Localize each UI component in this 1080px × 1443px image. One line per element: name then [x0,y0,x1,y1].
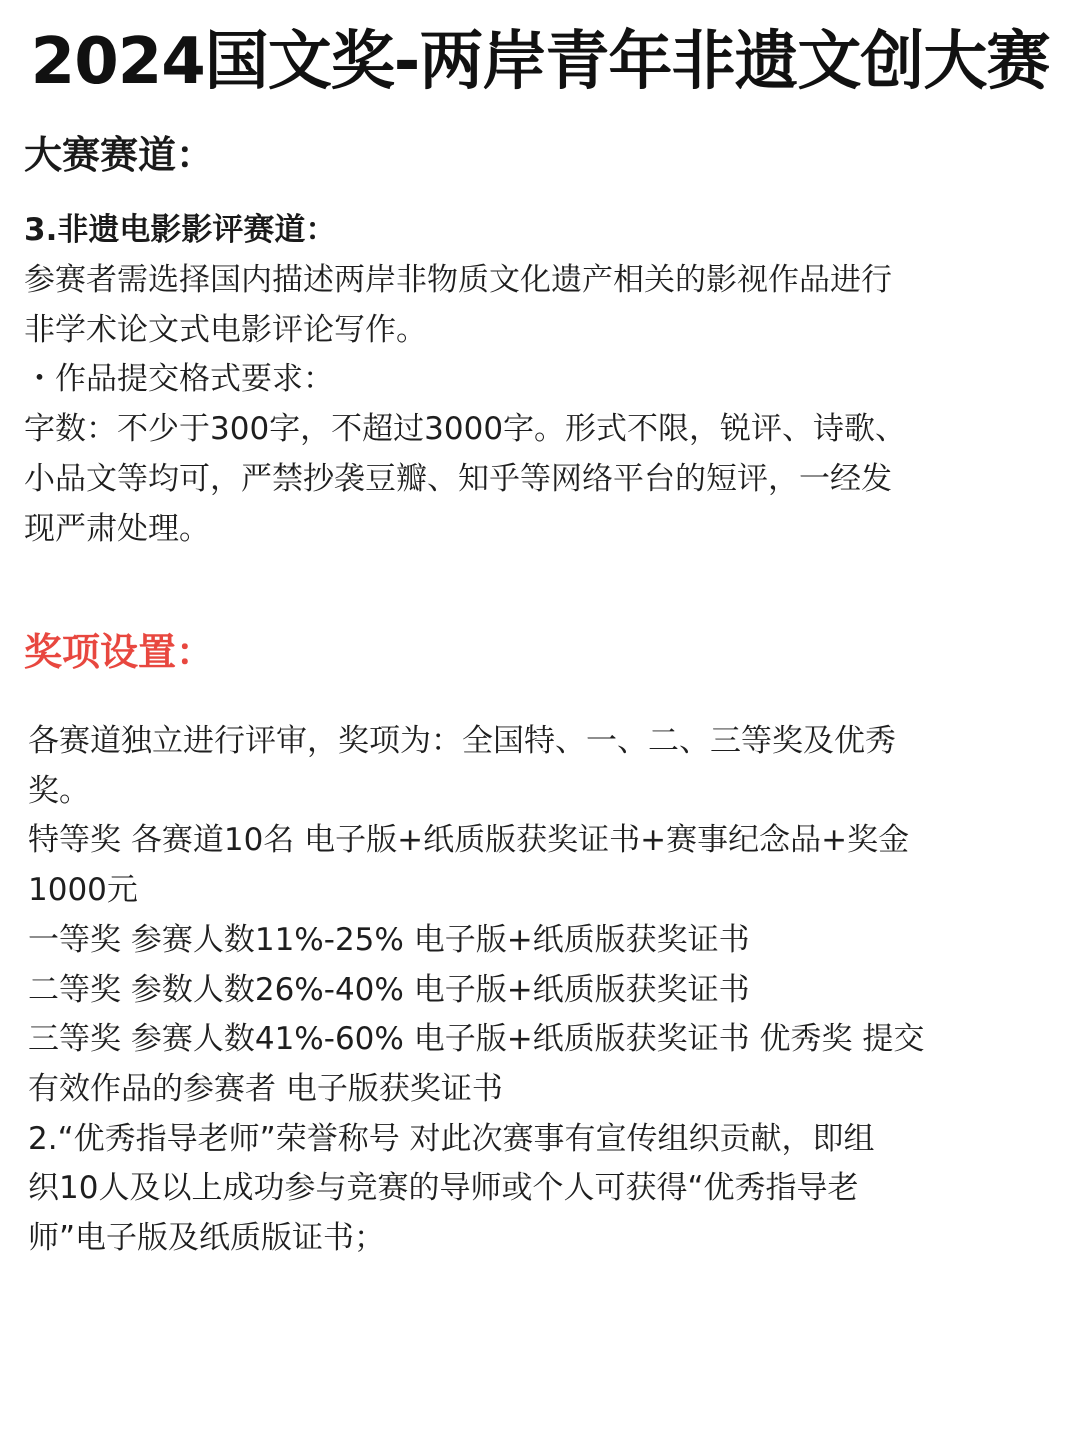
text-line: 各赛道独立进行评审，奖项为：全国特、一、二、三等奖及优秀 [28,723,896,759]
page-title: 2024国文奖-两岸青年非遗文创大赛 [30,25,1050,99]
section-heading-tracks: 大赛赛道： [24,133,215,177]
section-heading-awards: 奖项设置： [24,630,215,674]
text-line: 有效作品的参赛者 电子版获奖证书 [28,1070,503,1107]
text-line: 参赛者需选择国内描述两岸非物质文化遗产相关的影视作品进行 [24,262,892,298]
text-line: 2.“优秀指导老师”荣誉称号 对此次赛事有宣传组织贡献，即组 [28,1120,875,1157]
text-line: 小品文等均可，严禁抄袭豆瓣、知乎等网络平台的短评，一经发 [24,460,892,497]
text-line: ・作品提交格式要求： [24,361,334,398]
awards-description [28,717,978,1264]
track-3-description [24,256,974,554]
track-3-title: 3.非遗电影影评赛道： [24,212,337,248]
text-line: 二等奖 参数人数26%-40% 电子版+纸质版获奖证书 [28,971,750,1008]
text-line: 特等奖 各赛道10名 电子版+纸质版获奖证书+赛事纪念品+奖金 [28,822,910,859]
text-line: 字数：不少于300字，不超过3000字。形式不限，锐评、诗歌、 [24,411,907,448]
text-line: 奖。 [28,772,90,809]
text-line: 非学术论文式电影评论写作。 [24,311,427,348]
text-line: 一等奖 参赛人数11%-25% 电子版+纸质版获奖证书 [28,921,750,958]
text-line: 织10人及以上成功参与竞赛的导师或个人可获得“优秀指导老 [28,1170,859,1207]
text-line: 师”电子版及纸质版证书； [28,1220,386,1257]
text-line: 三等奖 参赛人数41%-60% 电子版+纸质版获奖证书 优秀奖 提交 [28,1021,925,1058]
text-line: 1000元 [28,872,138,909]
text-line: 现严肃处理。 [24,510,210,547]
